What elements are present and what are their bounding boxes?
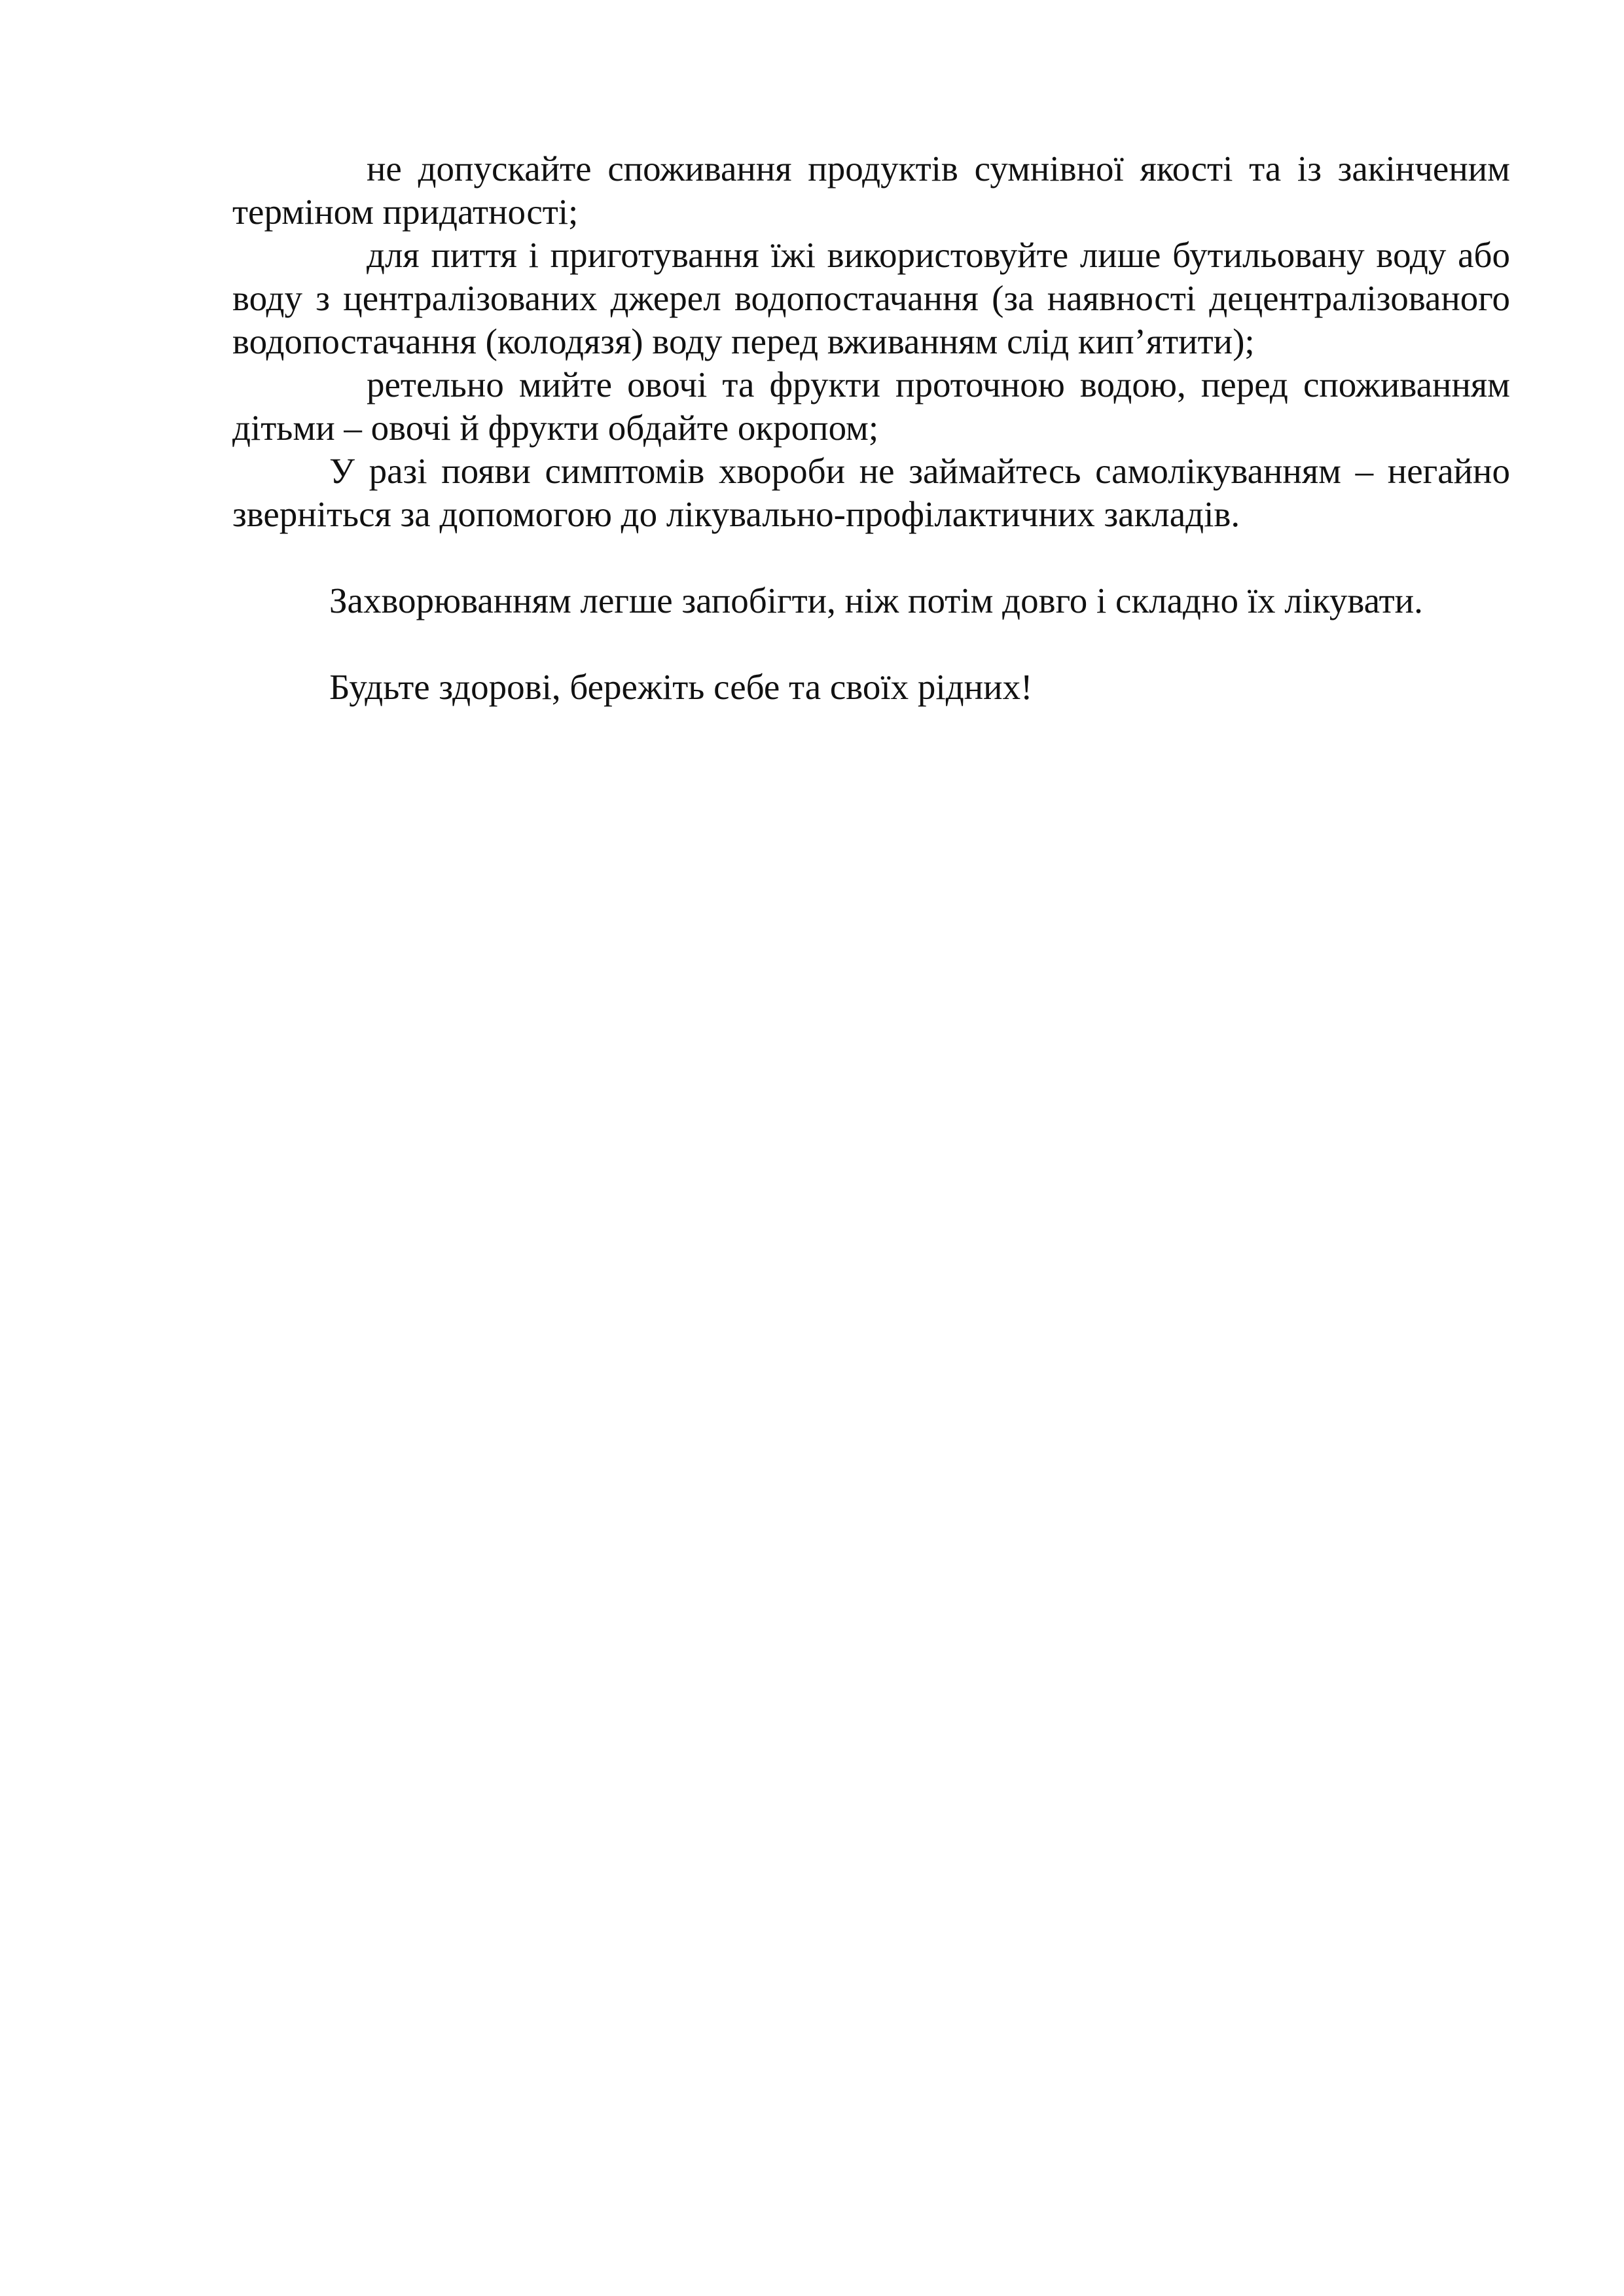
prevention-statement: Захворюванням легше запобігти, ніж потім довго і складно їх лікувати. — [329, 581, 1423, 620]
list-item: не допускайте споживання продуктів сумнівної якості та із закінченим терміном придатності; — [232, 149, 1510, 232]
closing-wish: Будьте здорові, бережіть себе та своїх рідних! — [329, 667, 1033, 707]
list-item: ретельно мийте овочі та фрукти проточною водою, перед споживанням дітьми – овочі й фрукти обдайте окропом; — [232, 365, 1510, 448]
document-body — [232, 147, 1510, 709]
list-item: для пиття і приготування їжі використовуйте лише бутильовану воду або воду з централізованих джерел водопостачання (за наявності децентралізованого водопостачання (колодязя) воду перед вживанням слід кип’ятити); — [232, 235, 1510, 361]
advice-paragraph: У разі появи симптомів хвороби не займайтесь самолікуванням – негайно зверніться за допомогою до лікувально-профілактичних закладів. — [232, 451, 1510, 534]
